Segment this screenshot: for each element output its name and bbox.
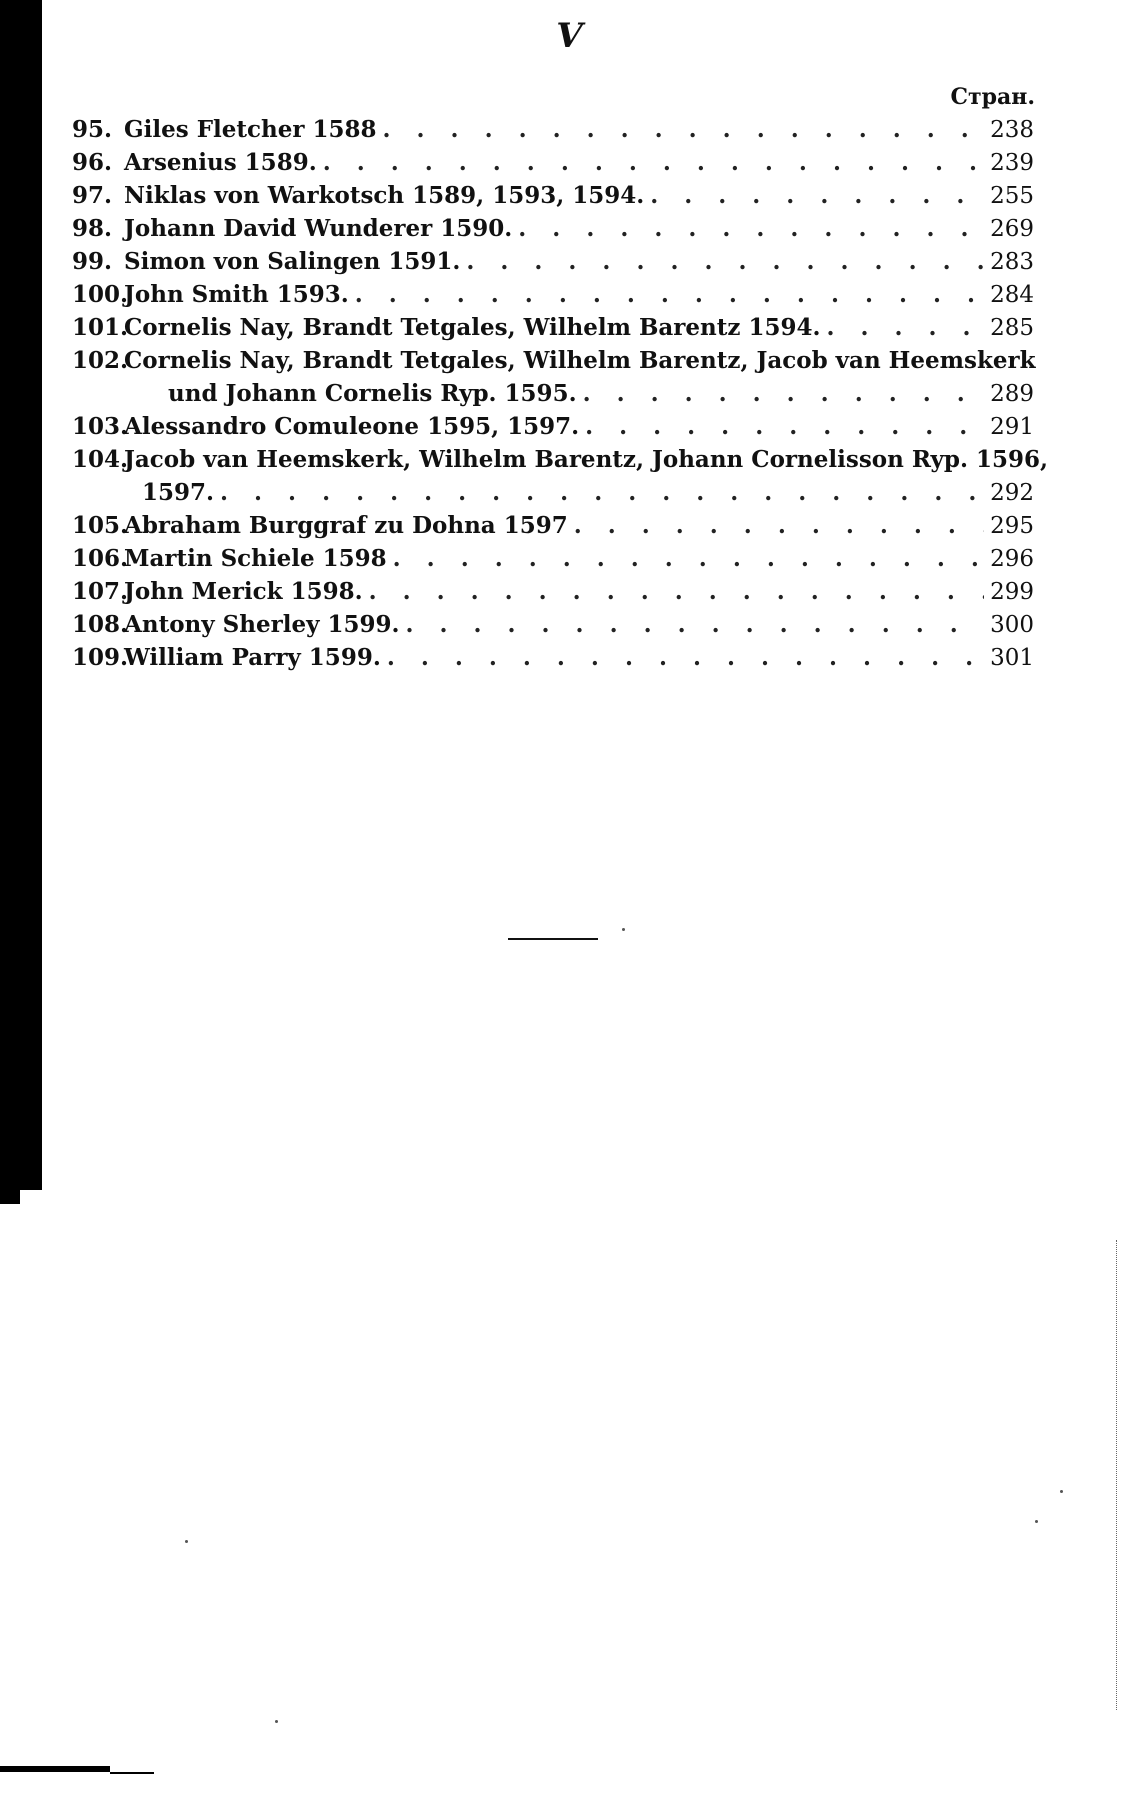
entry-page: 289 — [990, 381, 1034, 407]
dot-leader — [518, 212, 984, 245]
scan-bottom-mark-tail — [110, 1772, 154, 1774]
entry-page: 291 — [990, 414, 1034, 440]
entry-title: Niklas von Warkotsch 1589, 1593, 1594. — [124, 182, 645, 209]
dot-leader — [826, 311, 984, 344]
entry-page: 300 — [990, 612, 1034, 638]
entry-number: 99. — [72, 248, 113, 275]
entry-title: Abraham Burggraf zu Dohna 1597 — [124, 512, 568, 539]
scan-speck — [1060, 1490, 1063, 1493]
toc-entry — [72, 542, 1034, 575]
toc-entry — [72, 113, 1034, 146]
scan-speck — [622, 928, 625, 931]
dot-leader — [369, 575, 984, 608]
dot-leader — [650, 179, 984, 212]
entry-number: 97. — [72, 182, 113, 209]
scan-speck — [1035, 1520, 1038, 1523]
entry-page: 255 — [990, 183, 1034, 209]
table-of-contents — [72, 113, 1049, 674]
toc-entry — [72, 344, 1034, 410]
entry-number: 101. — [72, 314, 129, 341]
toc-entry — [72, 278, 1034, 311]
scan-speck — [275, 1720, 278, 1723]
toc-entry — [72, 641, 1034, 674]
dot-leader — [220, 476, 984, 509]
entry-page: 269 — [990, 216, 1034, 242]
entry-page: 285 — [990, 315, 1034, 341]
toc-entry — [72, 179, 1034, 212]
page-number: V — [556, 16, 584, 56]
entry-number: 105. — [72, 512, 129, 539]
entry-page: 239 — [990, 150, 1034, 176]
scan-spine-shadow — [0, 0, 42, 1190]
entry-number: 100. — [72, 281, 129, 308]
scan-speck — [185, 1540, 188, 1543]
toc-entry — [72, 245, 1034, 278]
dot-leader — [323, 146, 984, 179]
toc-entry — [72, 212, 1034, 245]
entry-title: Simon von Salingen 1591. — [124, 248, 461, 275]
entry-number: 103. — [72, 413, 129, 440]
entry-title: Antony Sherley 1599. — [124, 611, 400, 638]
entry-title: Jacob van Heemskerk, Wilhelm Barentz, Johann Cornelisson Ryp. 1596, — [124, 446, 1049, 473]
dot-leader — [466, 245, 984, 278]
entry-number: 108. — [72, 611, 129, 638]
end-separator-rule — [508, 938, 598, 940]
toc-entry — [72, 443, 1049, 509]
entry-page: 301 — [990, 645, 1034, 671]
entry-page: 292 — [990, 480, 1034, 506]
page-edge-line — [1116, 1240, 1118, 1710]
entry-title: Cornelis Nay, Brandt Tetgales, Wilhelm Barentz 1594. — [124, 314, 821, 341]
column-header-pages: Стран. — [950, 84, 1035, 110]
entry-number: 102. — [72, 347, 129, 374]
entry-page: 296 — [990, 546, 1034, 572]
entry-number: 98. — [72, 215, 113, 242]
entry-number: 106. — [72, 545, 129, 572]
entry-number: 107. — [72, 578, 129, 605]
toc-entry — [72, 608, 1034, 641]
dot-leader — [585, 410, 984, 443]
dot-leader — [383, 113, 984, 146]
entry-title: William Parry 1599. — [124, 644, 381, 671]
entry-number: 104. — [72, 446, 129, 473]
entry-number: 96. — [72, 149, 113, 176]
entry-title-continuation: und Johann Cornelis Ryp. 1595. — [168, 380, 577, 407]
entry-title: John Smith 1593. — [124, 281, 349, 308]
entry-title-continuation: 1597. — [142, 479, 215, 506]
entry-title: Arsenius 1589. — [124, 149, 317, 176]
entry-title: Giles Fletcher 1588 — [124, 116, 377, 143]
entry-title: Cornelis Nay, Brandt Tetgales, Wilhelm Barentz, Jacob van Heemskerk — [124, 347, 1036, 374]
dot-leader — [583, 377, 984, 410]
dot-leader — [574, 509, 984, 542]
dot-leader — [355, 278, 984, 311]
toc-entry — [72, 311, 1034, 344]
entry-page: 238 — [990, 117, 1034, 143]
toc-entry — [72, 509, 1034, 542]
dot-leader — [405, 608, 984, 641]
entry-number: 109. — [72, 644, 129, 671]
toc-entry — [72, 146, 1034, 179]
entry-page: 283 — [990, 249, 1034, 275]
toc-entry — [72, 410, 1034, 443]
entry-page: 299 — [990, 579, 1034, 605]
scan-spine-notch — [0, 1190, 20, 1204]
entry-title: Johann David Wunderer 1590. — [124, 215, 513, 242]
toc-entry — [72, 575, 1034, 608]
dot-leader — [387, 641, 984, 674]
entry-title: Martin Schiele 1598 — [124, 545, 387, 572]
dot-leader — [393, 542, 984, 575]
scan-bottom-mark — [0, 1766, 110, 1772]
entry-number: 95. — [72, 116, 113, 143]
entry-page: 295 — [990, 513, 1034, 539]
entry-page: 284 — [990, 282, 1034, 308]
entry-title: Alessandro Comuleone 1595, 1597. — [124, 413, 580, 440]
entry-title: John Merick 1598. — [124, 578, 363, 605]
